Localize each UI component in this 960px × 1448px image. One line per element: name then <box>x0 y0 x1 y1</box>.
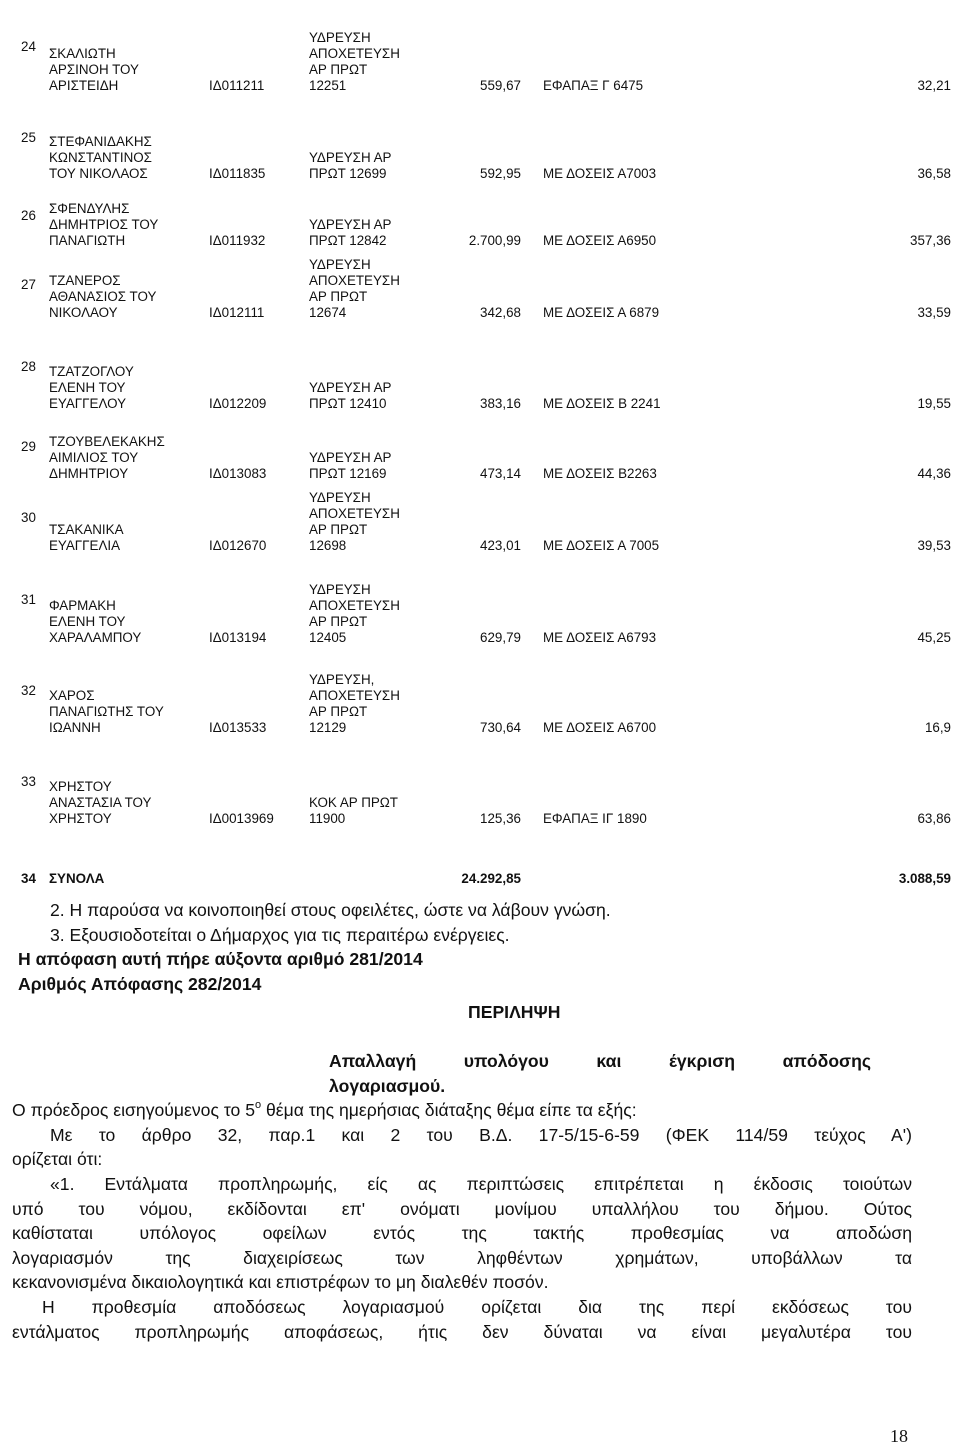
charge-description: ΥΔΡΕΥΣΗ ΑΠΟΧΕΤΕΥΣΗ ΑΡ ΠΡΩΤ 12674 <box>309 257 400 320</box>
table-row <box>19 554 959 646</box>
amount: 2.700,99 <box>468 233 521 248</box>
decision-label: Αριθμός Απόφασης 282/2014 <box>18 973 262 994</box>
paragraph-1-line-5: κεκανονισμένα δικαιολογητικά και επιστρέφων το μη διαλεθέν ποσόν. <box>12 1272 549 1293</box>
debtor-name: ΦΑΡΜΑΚΗ ΕΛΕΝΗ ΤΟΥ ΧΑΡΑΛΑΜΠΟΥ <box>49 598 142 645</box>
amount: 730,64 <box>480 720 521 735</box>
amount: 592,95 <box>480 166 521 181</box>
debtor-code: ΙΔ013083 <box>209 466 267 481</box>
row-number: 28 <box>21 358 36 374</box>
paragraph-2-line-2: εντάλματος προπληρωμής αποφάσεως, ήτις δεν δύναται να είναι μεγαλυτέρα του <box>12 1321 912 1342</box>
debtor-name: ΧΡΗΣΤΟΥ ΑΝΑΣΤΑΣΙΑ ΤΟΥ ΧΡΗΣΤΟΥ <box>49 779 152 826</box>
debtor-name: ΤΣΑΚΑΝΙΚΑ ΕΥΑΓΓΕΛΙΑ <box>49 522 124 553</box>
row-number: 24 <box>21 39 36 54</box>
paragraph-1-line-1: «1. Εντάλματα προπληρωμής, είς ας περιπτώσεις επιτρέπεται η έκδοσις τοιούτων <box>50 1173 912 1194</box>
table-row <box>19 249 959 321</box>
row-total: 45,25 <box>917 630 951 645</box>
table-row <box>19 736 959 827</box>
paragraph-1-line-3: καθίσταται υπόλογος οφείλων εντός της τακτής προθεσμίας να αποδώση <box>12 1223 912 1244</box>
row-number: 29 <box>21 439 36 454</box>
charge-description: ΥΔΡΕΥΣΗ ΑΠΟΧΕΤΕΥΣΗ ΑΡ ΠΡΩΤ 12405 <box>309 582 400 645</box>
row-number: 32 <box>21 683 36 698</box>
chair-intro: Ο πρόεδρος εισηγούμενος το $5^o$ θέμα της ημερήσιας διάταξης θέμα είπε τα εξής: <box>12 1099 637 1121</box>
debtor-code: ΙΔ0013969 <box>209 811 274 826</box>
table-row <box>19 182 959 249</box>
debtor-code: ΙΔ012670 <box>209 538 267 553</box>
row-total: 357,36 <box>910 233 951 248</box>
debtor-name: ΤΖΟΥΒΕΛΕΚΑΚΗΣ ΑΙΜΙΛΙΟΣ ΤΟΥ ΔΗΜΗΤΡΙΟΥ <box>49 434 165 481</box>
debtors-table <box>19 0 959 887</box>
row-total: 63,86 <box>917 811 951 826</box>
debtor-name: ΤΖΑΝΕΡΟΣ ΑΘΑΝΑΣΙΟΣ ΤΟΥ ΝΙΚΟΛΑΟΥ <box>49 273 157 320</box>
row-total: 33,59 <box>917 305 951 320</box>
table-row <box>19 321 959 412</box>
row-number: 30 <box>21 510 36 525</box>
row-number: 34 <box>21 871 36 886</box>
totals-label: ΣΥΝΟΛΑ <box>49 871 105 886</box>
payment-method: ΕΦΑΠΑΞ Γ 6475 <box>543 78 644 93</box>
amount: 383,16 <box>480 396 521 411</box>
debtor-code: ΙΔ013194 <box>209 630 267 645</box>
row-number: 26 <box>21 207 36 223</box>
charge-description: ΥΔΡΕΥΣΗ ΑΡ ΠΡΩΤ 12169 <box>309 450 392 481</box>
debtor-code: ΙΔ012111 <box>209 305 265 320</box>
debtor-code: ΙΔ011835 <box>209 166 266 181</box>
item-3: 3. Εξουσιοδοτείται ο Δήμαρχος για τις περαιτέρω ενέργειες. <box>50 924 510 945</box>
page-number: 18 <box>890 1426 908 1446</box>
row-number: 31 <box>21 592 36 607</box>
row-total: 19,55 <box>917 396 951 411</box>
totals-total: 3.088,59 <box>898 871 951 886</box>
amount: 423,01 <box>480 538 521 553</box>
charge-description: ΚΟΚ ΑΡ ΠΡΩΤ 11900 <box>309 795 398 826</box>
debtor-name: ΣΚΑΛΙΩΤΗ ΑΡΣΙΝΟΗ ΤΟΥ ΑΡΙΣΤΕΙΔΗ <box>49 46 139 93</box>
debtor-code: ΙΔ012209 <box>209 396 267 411</box>
payment-method: ΜΕ ΔΟΣΕΙΣ Β 2241 <box>543 396 661 411</box>
row-number: 33 <box>21 773 36 789</box>
debtor-code: ΙΔ011932 <box>209 233 266 248</box>
debtor-name: ΣΤΕΦΑΝΙΔΑΚΗΣ ΚΩΝΣΤΑΝΤΙΝΟΣ ΤΟΥ ΝΙΚΟΛΑΟΣ <box>49 134 152 181</box>
totals-amount: 24.292,85 <box>461 871 521 886</box>
amount: 473,14 <box>480 466 521 481</box>
table-row <box>19 0 959 94</box>
law-reference-line-1: Με το άρθρο 32, παρ.1 και 2 του Β.Δ. 17-5/15-6-59 (ΦΕΚ 114/59 τεύχος Α') <box>50 1124 912 1145</box>
charge-description: ΥΔΡΕΥΣΗ ΑΡ ΠΡΩΤ 12699 <box>309 150 392 181</box>
debtor-code: ΙΔ013533 <box>209 720 267 735</box>
row-total: 32,21 <box>917 78 951 93</box>
charge-description: ΥΔΡΕΥΣΗ ΑΠΟΧΕΤΕΥΣΗ ΑΡ ΠΡΩΤ 12251 <box>309 30 400 93</box>
decision-number: Η απόφαση αυτή πήρε αύξοντα αριθμό 281/2014 <box>18 949 423 970</box>
payment-method: ΜΕ ΔΟΣΕΙΣ Α7003 <box>543 166 657 181</box>
summary-title-line-1: Απαλλαγή υπολόγου και έγκριση απόδοσης <box>329 1050 871 1071</box>
payment-method: ΜΕ ΔΟΣΕΙΣ Α6793 <box>543 630 657 645</box>
payment-method: ΕΦΑΠΑΞ ΙΓ 1890 <box>543 811 647 826</box>
debtor-code: ΙΔ011211 <box>209 78 265 93</box>
debtor-name: ΧΑΡΟΣ ΠΑΝΑΓΙΩΤΗΣ ΤΟΥ ΙΩΑΝΝΗ <box>49 688 164 735</box>
amount: 342,68 <box>480 305 521 320</box>
law-reference-line-2: ορίζεται ότι: <box>12 1149 103 1170</box>
debtors-table-body <box>19 0 959 887</box>
debtor-name: ΣΦΕΝΔΥΛΗΣ ΔΗΜΗΤΡΙΟΣ ΤΟΥ ΠΑΝΑΓΙΩΤΗ <box>49 201 159 248</box>
table-row <box>19 646 959 736</box>
payment-method: ΜΕ ΔΟΣΕΙΣ Α 7005 <box>543 538 660 553</box>
paragraph-2-line-1: Η προθεσμία αποδόσεως λογαριασμού ορίζεται δια της περί εκδόσεως του <box>42 1296 912 1317</box>
table-row <box>19 482 959 554</box>
row-number: 27 <box>21 277 36 292</box>
paragraph-1-line-2: υπό του νόμου, εκδίδονται επ' ονόματι μονίμου υπαλλήλου του δήμου. Ούτος <box>12 1198 912 1219</box>
summary-heading: ΠΕΡΙΛΗΨΗ <box>468 1002 561 1023</box>
table-row <box>19 412 959 482</box>
amount: 559,67 <box>480 78 521 93</box>
payment-method: ΜΕ ΔΟΣΕΙΣ Α6700 <box>543 720 657 735</box>
payment-method: ΜΕ ΔΟΣΕΙΣ Α6950 <box>543 233 657 248</box>
row-number: 25 <box>21 130 36 145</box>
debtor-name: ΤΖΑΤΖΟΓΛΟΥ ΕΛΕΝΗ ΤΟΥ ΕΥΑΓΓΕΛΟΥ <box>49 364 134 411</box>
amount: 629,79 <box>480 630 521 645</box>
paragraph-1-line-4: λογαριασμόν της διαχειρίσεως των ληφθέντων χρημάτων, υποβάλλων τα <box>12 1247 912 1268</box>
item-2: 2. Η παρούσα να κοινοποιηθεί στους οφειλέτες, ώστε να λάβουν γνώση. <box>50 900 611 920</box>
charge-description: ΥΔΡΕΥΣΗ ΑΡ ΠΡΩΤ 12842 <box>309 217 392 248</box>
table-row <box>19 94 959 182</box>
summary-title-line-2: λογαριασμού. <box>329 1075 446 1096</box>
payment-method: ΜΕ ΔΟΣΕΙΣ Α 6879 <box>543 305 660 320</box>
charge-description: ΥΔΡΕΥΣΗ, ΑΠΟΧΕΤΕΥΣΗ ΑΡ ΠΡΩΤ 12129 <box>309 672 400 735</box>
row-total: 36,58 <box>917 166 951 181</box>
charge-description: ΥΔΡΕΥΣΗ ΑΡ ΠΡΩΤ 12410 <box>309 380 392 411</box>
row-total: 44,36 <box>917 466 951 481</box>
row-total: 39,53 <box>917 538 951 553</box>
row-total: 16,9 <box>924 720 951 735</box>
payment-method: ΜΕ ΔΟΣΕΙΣ Β2263 <box>543 466 657 481</box>
charge-description: ΥΔΡΕΥΣΗ ΑΠΟΧΕΤΕΥΣΗ ΑΡ ΠΡΩΤ 12698 <box>309 490 400 553</box>
amount: 125,36 <box>480 811 521 826</box>
document-body <box>12 898 912 1344</box>
totals-row <box>19 827 959 887</box>
